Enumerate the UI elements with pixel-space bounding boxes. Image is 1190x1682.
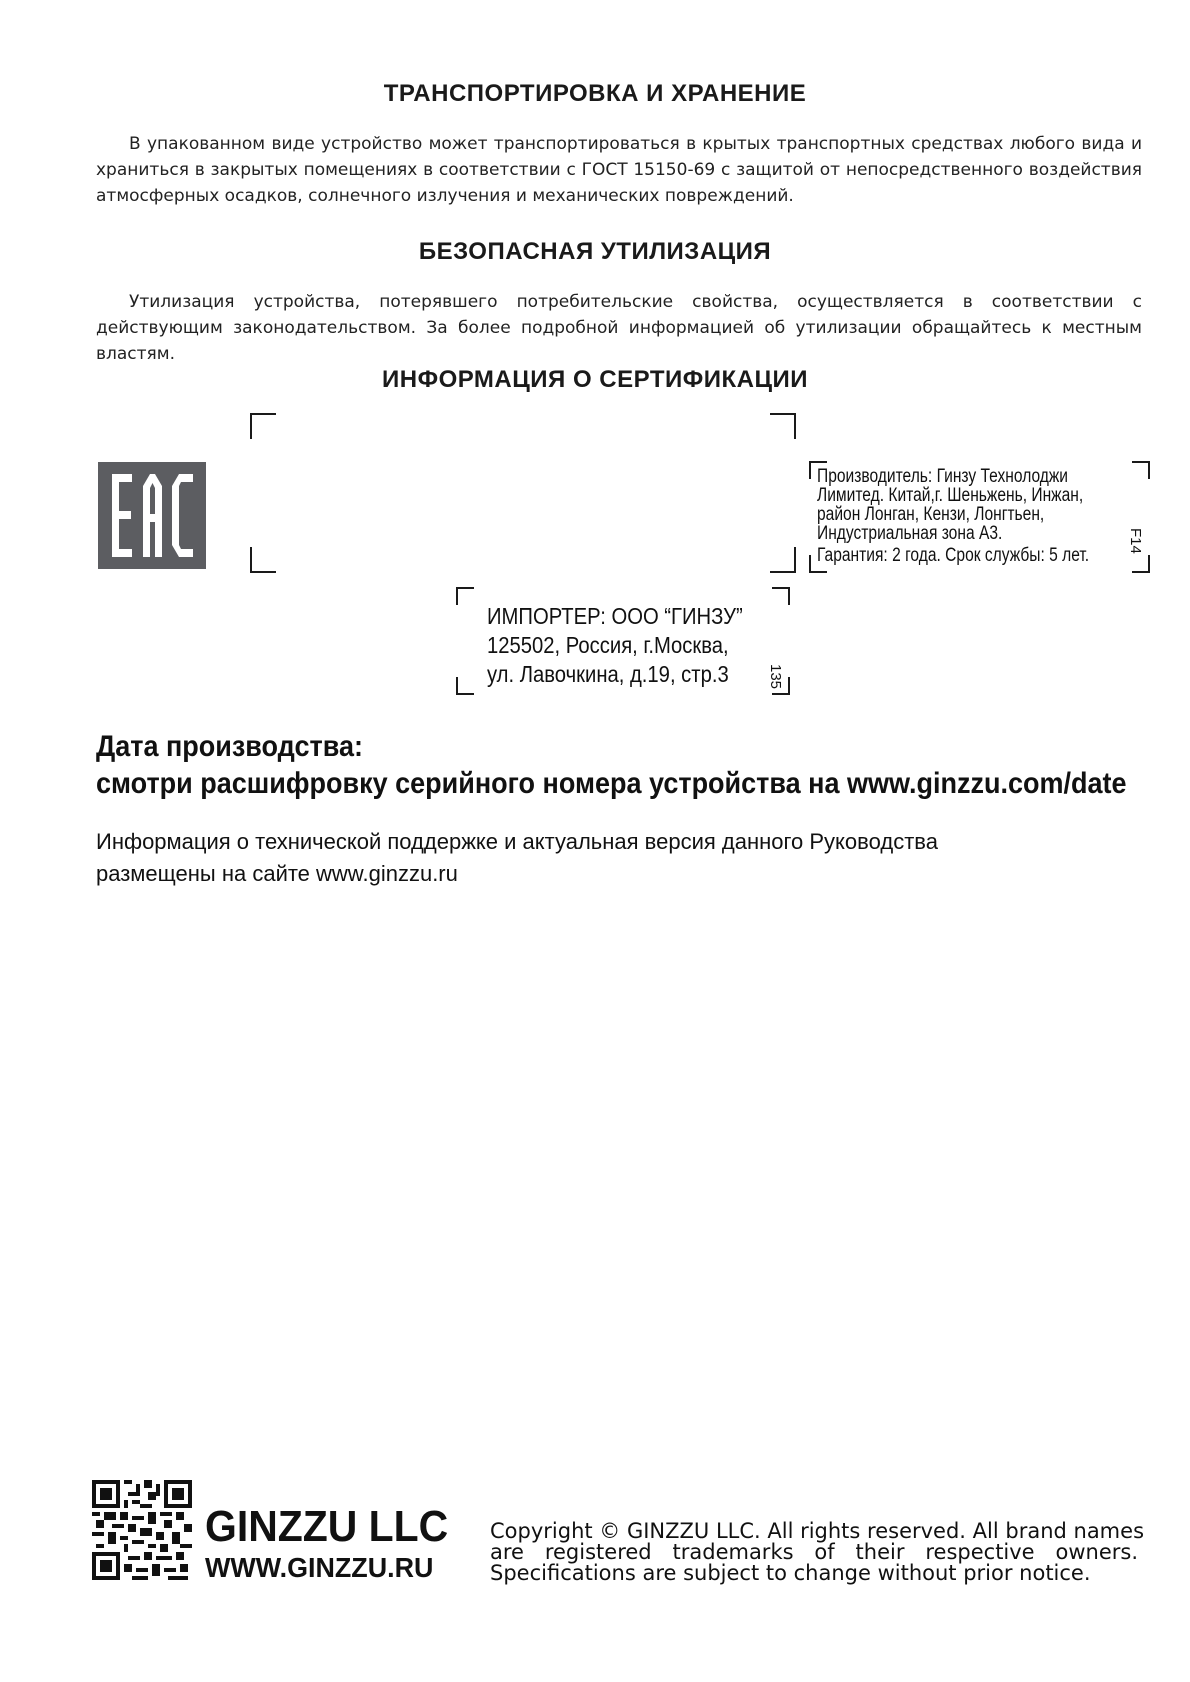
disposal-heading: БЕЗОПАСНАЯ УТИЛИЗАЦИЯ (418, 238, 772, 265)
support-line-1: Информация о технической поддержке и актуальная версия данного Руководства (96, 829, 938, 854)
certification-heading: ИНФОРМАЦИЯ О СЕРТИФИКАЦИИ (382, 366, 808, 393)
transport-heading: ТРАНСПОРТИРОВКА И ХРАНЕНИЕ (383, 80, 807, 107)
production-subtitle: смотри расшифровку серийного номера устройства на www.ginzzu.com/date (96, 767, 1127, 800)
manufacturer-line: Индустриальная зона А3. (817, 523, 1003, 544)
company-name: GINZZU LLC (205, 1502, 449, 1551)
copyright-line: are registered trademarks of their respective owners. (490, 1540, 1138, 1564)
support-line-2: размещены на сайте www.ginzzu.ru (96, 861, 458, 886)
qr-code-icon (92, 1480, 192, 1580)
manufacturer-line: Гарантия: 2 года. Срок службы: 5 лет. (817, 545, 1090, 566)
importer-line: 125502, Россия, г.Москва, (487, 632, 729, 658)
disposal-text: Утилизация устройства, потерявшего потребительские свойства, осуществляется в соответствии с действующим законодательством. За более подробной информацией об утилизации обращайтесь к местным властям. (96, 292, 1142, 364)
copyright-line: Copyright © GINZZU LLC. All rights reserved. All brand names (490, 1519, 1145, 1543)
importer-line: ул. Лавочкина, д.19, стр.3 (487, 661, 729, 687)
importer-line: ИМПОРТЕР: ООО “ГИНЗУ” (487, 603, 743, 629)
production-title: Дата производства: (96, 730, 363, 763)
manufacturer-line: Производитель: Гинзу Технолоджи (817, 466, 1069, 487)
copyright-notice (490, 1519, 1145, 1585)
manufacturer-line: район Лонган, Кензи, Лонгтьен, (817, 504, 1045, 525)
transport-text: В упакованном виде устройство может транспортироваться в крытых транспортных средствах любого вида и храниться в закрытых помещениях в соответствии с ГОСТ 15150-69 с защитой от непосредственного воздействия атмосферных осадков, солнечного излучения и механических повреждений. (96, 134, 1142, 206)
copyright-line: Specifications are subject to change without prior notice. (490, 1561, 1091, 1585)
manufacturer-line: Лимитед. Китай,г. Шеньжень, Инжан, (817, 485, 1084, 506)
manufacturer-code: F14 (1127, 528, 1144, 554)
importer-code: 135 (767, 664, 784, 690)
eac-logo (98, 462, 206, 569)
company-website: WWW.GINZZU.RU (205, 1552, 434, 1583)
